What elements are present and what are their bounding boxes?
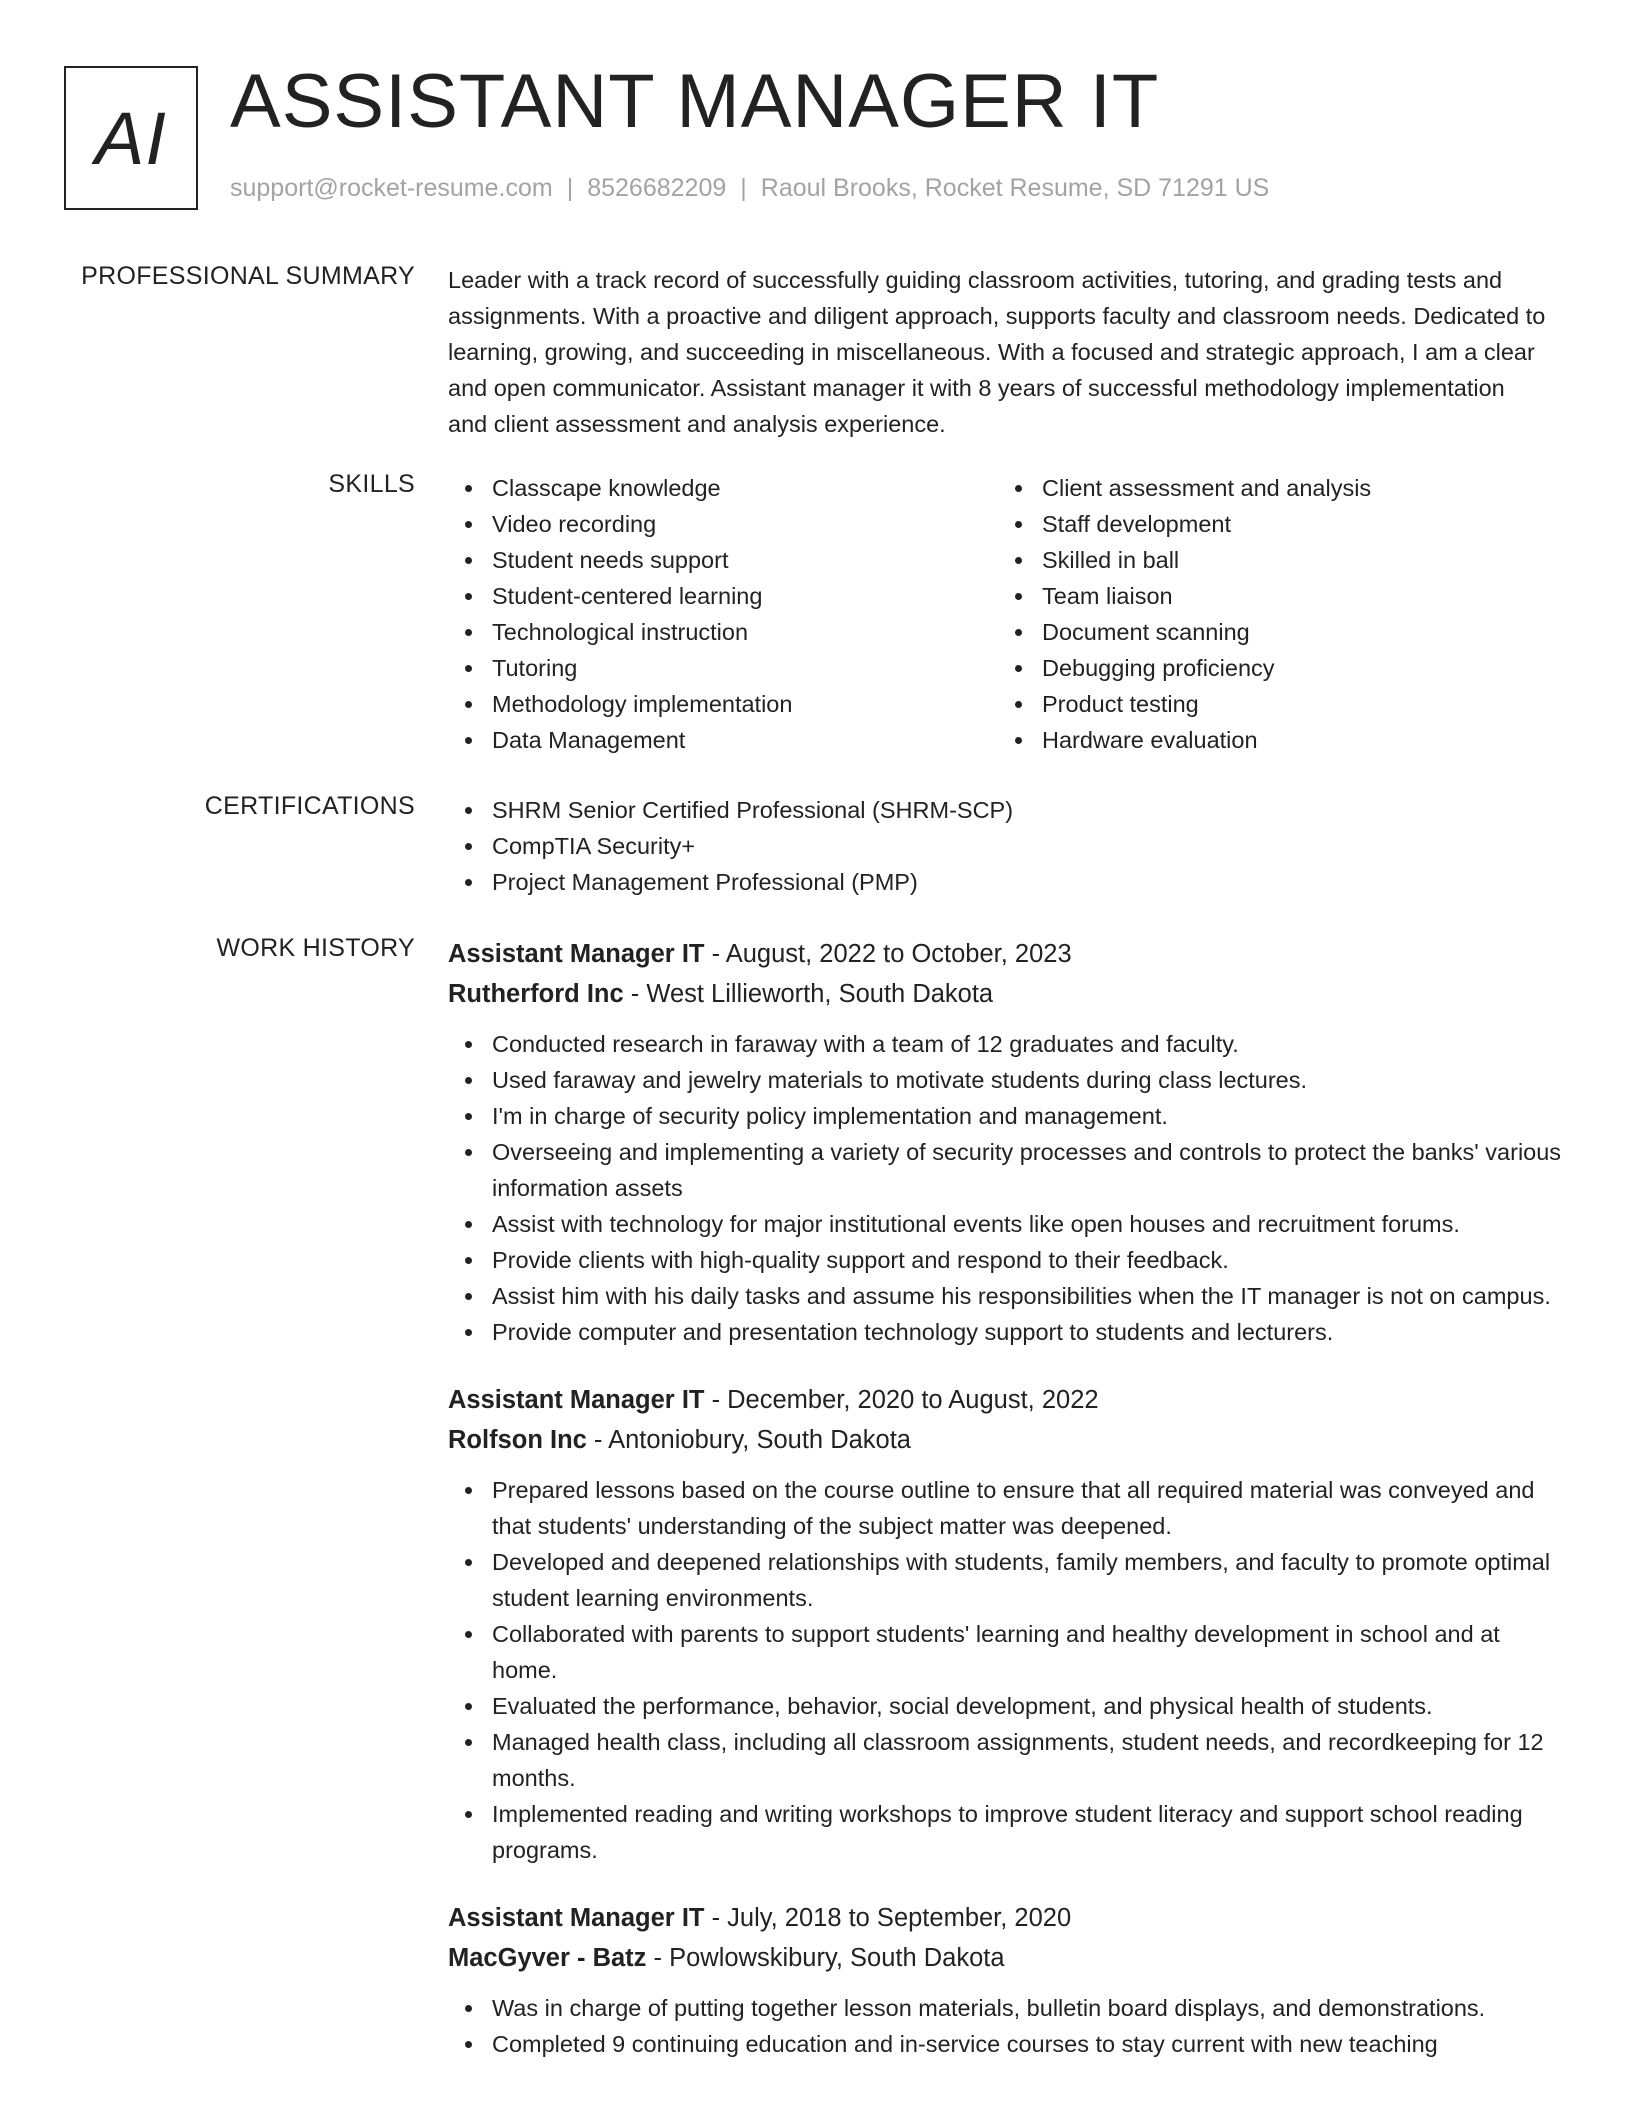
job-title: Assistant Manager IT xyxy=(448,940,705,968)
skill-item: Document scanning xyxy=(998,614,1548,650)
job-duty-item: Assist with technology for major institutional events like open houses and recruitment forums. xyxy=(448,1206,1568,1242)
skills-columns xyxy=(448,470,1568,758)
job-duty-item: Conducted research in faraway with a team of 12 graduates and faculty. xyxy=(448,1026,1568,1062)
job-company-line xyxy=(448,974,1568,1014)
skill-item: Data Management xyxy=(448,722,998,758)
skill-item: Staff development xyxy=(998,506,1548,542)
job-company-line xyxy=(448,1938,1568,1978)
section-label-skills: SKILLS xyxy=(328,470,415,498)
certification-item: CompTIA Security+ xyxy=(448,828,1568,864)
skills-list-right xyxy=(998,470,1548,758)
contact-phone[interactable]: 8526682209 xyxy=(587,174,727,202)
job-duty-item: Managed health class, including all classroom assignments, student needs, and recordkeeping for 12 months. xyxy=(448,1724,1568,1796)
skill-item: Student needs support xyxy=(448,542,998,578)
section-label-summary: PROFESSIONAL SUMMARY xyxy=(81,262,415,290)
skill-item: Methodology implementation xyxy=(448,686,998,722)
skill-item: Classcape knowledge xyxy=(448,470,998,506)
skill-item: Technological instruction xyxy=(448,614,998,650)
job-title-line xyxy=(448,1898,1568,1938)
job-duty-item: Provide clients with high-quality support and respond to their feedback. xyxy=(448,1242,1568,1278)
job-title: Assistant Manager IT xyxy=(448,1904,705,1932)
contact-line xyxy=(230,174,1269,203)
skill-item: Product testing xyxy=(998,686,1548,722)
job-duty-item: Was in charge of putting together lesson materials, bulletin board displays, and demonstrations. xyxy=(448,1990,1568,2026)
contact-separator: | xyxy=(566,174,574,202)
job-location: - West Lillieworth, South Dakota xyxy=(623,980,994,1008)
job-title-line xyxy=(448,934,1568,974)
skill-item: Team liaison xyxy=(998,578,1548,614)
job-title-line xyxy=(448,1380,1568,1420)
work-history-body xyxy=(448,934,1568,2092)
job-duty-item: Overseeing and implementing a variety of security processes and controls to protect the banks' various information assets xyxy=(448,1134,1568,1206)
certifications-list xyxy=(448,792,1568,900)
skill-item: Video recording xyxy=(448,506,998,542)
job-duties-list xyxy=(448,1026,1568,1350)
job-dates: - August, 2022 to October, 2023 xyxy=(704,940,1072,968)
job-duty-item: Provide computer and presentation technology support to students and lecturers. xyxy=(448,1314,1568,1350)
job-company: Rolfson Inc xyxy=(448,1426,587,1454)
candidate-title: ASSISTANT MANAGER IT xyxy=(230,59,1160,144)
job-duty-item: Used faraway and jewelry materials to motivate students during class lectures. xyxy=(448,1062,1568,1098)
job-company: Rutherford Inc xyxy=(448,980,624,1008)
job-duty-item: Evaluated the performance, behavior, social development, and physical health of students. xyxy=(448,1688,1568,1724)
certifications-body xyxy=(448,792,1568,900)
skill-item: Hardware evaluation xyxy=(998,722,1548,758)
job-company: MacGyver - Batz xyxy=(448,1944,647,1972)
job-dates: - July, 2018 to September, 2020 xyxy=(704,1904,1072,1932)
job-location: - Antoniobury, South Dakota xyxy=(586,1426,911,1454)
job-duty-item: Assist him with his daily tasks and assume his responsibilities when the IT manager is not on campus. xyxy=(448,1278,1568,1314)
job-duties-list xyxy=(448,1472,1568,1868)
job-duty-item: I'm in charge of security policy implementation and management. xyxy=(448,1098,1568,1134)
job-title: Assistant Manager IT xyxy=(448,1386,705,1414)
certification-item: Project Management Professional (PMP) xyxy=(448,864,1568,900)
contact-email[interactable]: support@rocket-resume.com xyxy=(230,174,553,202)
job-entry xyxy=(448,1898,1568,2062)
contact-address: Raoul Brooks, Rocket Resume, SD 71291 US xyxy=(760,174,1270,202)
job-duty-item: Prepared lessons based on the course outline to ensure that all required material was conveyed and that students' understanding of the subject matter was deepened. xyxy=(448,1472,1568,1544)
monogram-logo: AI xyxy=(64,66,198,210)
job-entry xyxy=(448,1380,1568,1868)
section-label-certifications: CERTIFICATIONS xyxy=(204,792,415,820)
job-duty-item: Collaborated with parents to support students' learning and healthy development in school and at home. xyxy=(448,1616,1568,1688)
section-label-work-history: WORK HISTORY xyxy=(216,934,415,962)
job-duty-item: Developed and deepened relationships with students, family members, and faculty to promote optimal student learning environments. xyxy=(448,1544,1568,1616)
skills-list-left xyxy=(448,470,998,758)
skill-item: Student-centered learning xyxy=(448,578,998,614)
job-location: - Powlowskibury, South Dakota xyxy=(646,1944,1005,1972)
job-entry xyxy=(448,934,1568,1350)
skill-item: Debugging proficiency xyxy=(998,650,1548,686)
job-duties-list xyxy=(448,1990,1568,2062)
contact-separator: | xyxy=(740,174,747,202)
certification-item: SHRM Senior Certified Professional (SHRM-SCP) xyxy=(448,792,1568,828)
summary-text: Leader with a track record of successfully guiding classroom activities, tutoring, and grading tests and assignments. With a proactive and diligent approach, supports faculty and classroom needs. Dedicated to learning, growing, and succeeding in miscellaneous. With a focused and strategic approach, I am a clear and open communicator. Assistant manager it with 8 years of successful methodology implementation and client assessment and analysis experience. xyxy=(448,267,1546,437)
job-dates: - December, 2020 to August, 2022 xyxy=(704,1386,1099,1414)
skill-item: Tutoring xyxy=(448,650,998,686)
job-company-line xyxy=(448,1420,1568,1460)
skill-item: Client assessment and analysis xyxy=(998,470,1548,506)
job-duty-item: Implemented reading and writing workshops to improve student literacy and support school reading programs. xyxy=(448,1796,1568,1868)
skill-item: Skilled in ball xyxy=(998,542,1548,578)
job-duty-item: Completed 9 continuing education and in-service courses to stay current with new teaching xyxy=(448,2026,1568,2062)
